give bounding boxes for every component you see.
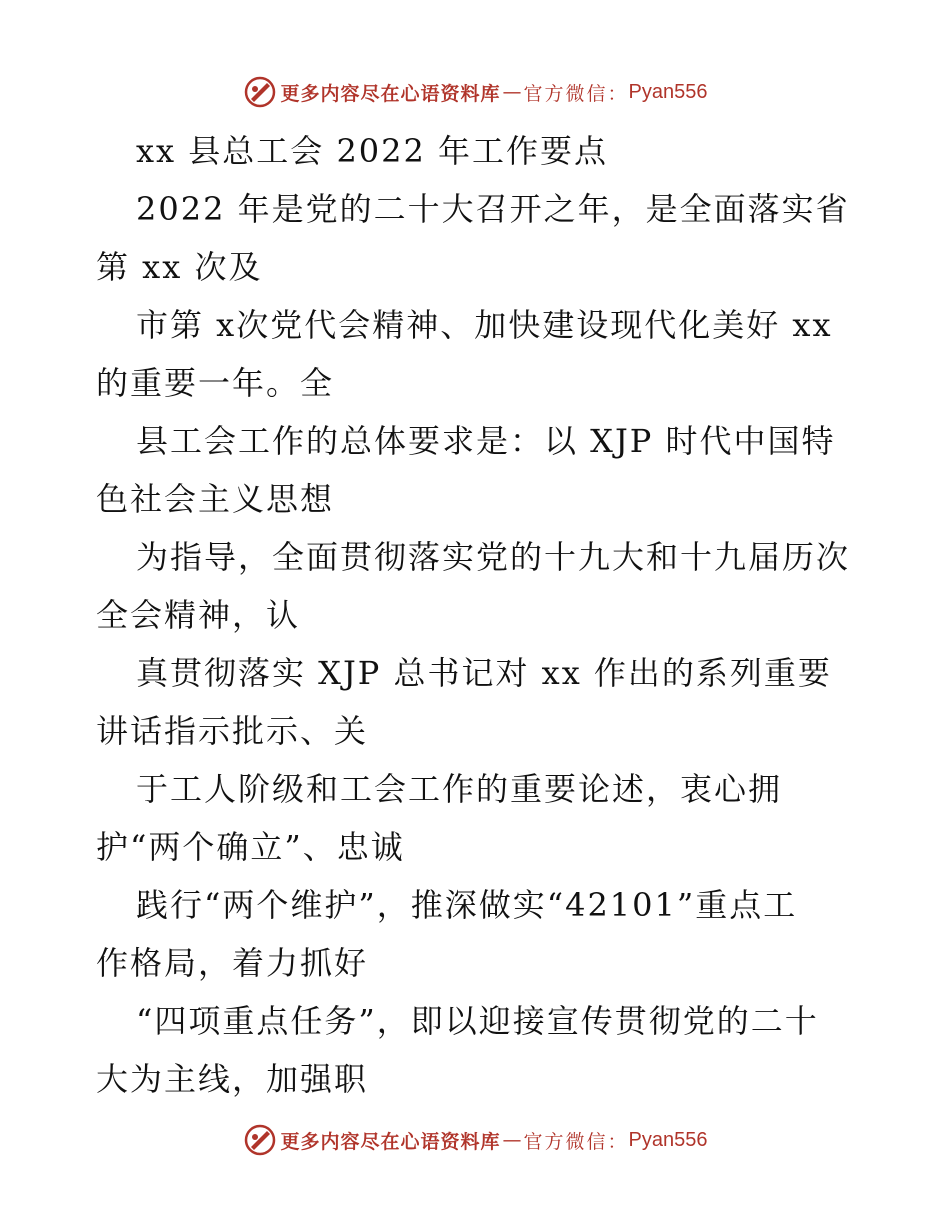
library-logo-icon bbox=[243, 1123, 277, 1157]
text-line: 护“两个确立”、忠诚 bbox=[96, 828, 405, 866]
text-line: 讲话指示批示、关 bbox=[96, 712, 369, 750]
text-line: 第 xx 次及 bbox=[96, 248, 263, 286]
text-line: 县工会工作的总体要求是：以 XJP 时代中国特 bbox=[136, 422, 836, 460]
banner-text: 更多内容尽在心语资料库 bbox=[280, 82, 501, 105]
document-title: xx 县总工会 2022 年工作要点 bbox=[136, 132, 609, 170]
text-line: 于工人阶级和工会工作的重要论述，衷心拥 bbox=[136, 770, 783, 808]
banner-text: 更多内容尽在心语资料库 bbox=[280, 1130, 501, 1153]
text-line: 真贯彻落实 XJP 总书记对 xx 作出的系列重要 bbox=[136, 654, 832, 692]
library-logo-icon bbox=[243, 75, 277, 109]
text-line: 全会精神，认 bbox=[96, 596, 301, 634]
text-line: 作格局，着力抓好 bbox=[96, 944, 369, 982]
text-line: 的重要一年。全 bbox=[96, 364, 335, 402]
header-banner bbox=[0, 72, 950, 112]
text-line: 色社会主义思想 bbox=[96, 480, 335, 518]
text-line: 为指导，全面贯彻落实党的十九大和十九届历次 bbox=[136, 538, 851, 576]
footer-banner bbox=[0, 1120, 950, 1160]
banner-wechat-id: Pyan556 bbox=[628, 1128, 708, 1151]
text-line: 2022 年是党的二十大召开之年，是全面落实省 bbox=[136, 190, 850, 228]
banner-wechat-label: 官方微信： bbox=[523, 82, 629, 105]
text-line: 大为主线，加强职 bbox=[96, 1060, 369, 1098]
banner-dash: — bbox=[502, 1129, 522, 1151]
banner-wechat-id: Pyan556 bbox=[628, 80, 708, 103]
banner-wechat-label: 官方微信： bbox=[523, 1130, 629, 1153]
banner-dash: — bbox=[502, 81, 522, 103]
document-body bbox=[96, 122, 856, 1108]
text-line: 践行“两个维护”，推深做实“42101”重点工 bbox=[136, 886, 798, 924]
text-line: 市第 x次党代会精神、加快建设现代化美好 xx bbox=[136, 306, 833, 344]
text-line: “四项重点任务”，即以迎接宣传贯彻党的二十 bbox=[136, 1002, 819, 1040]
